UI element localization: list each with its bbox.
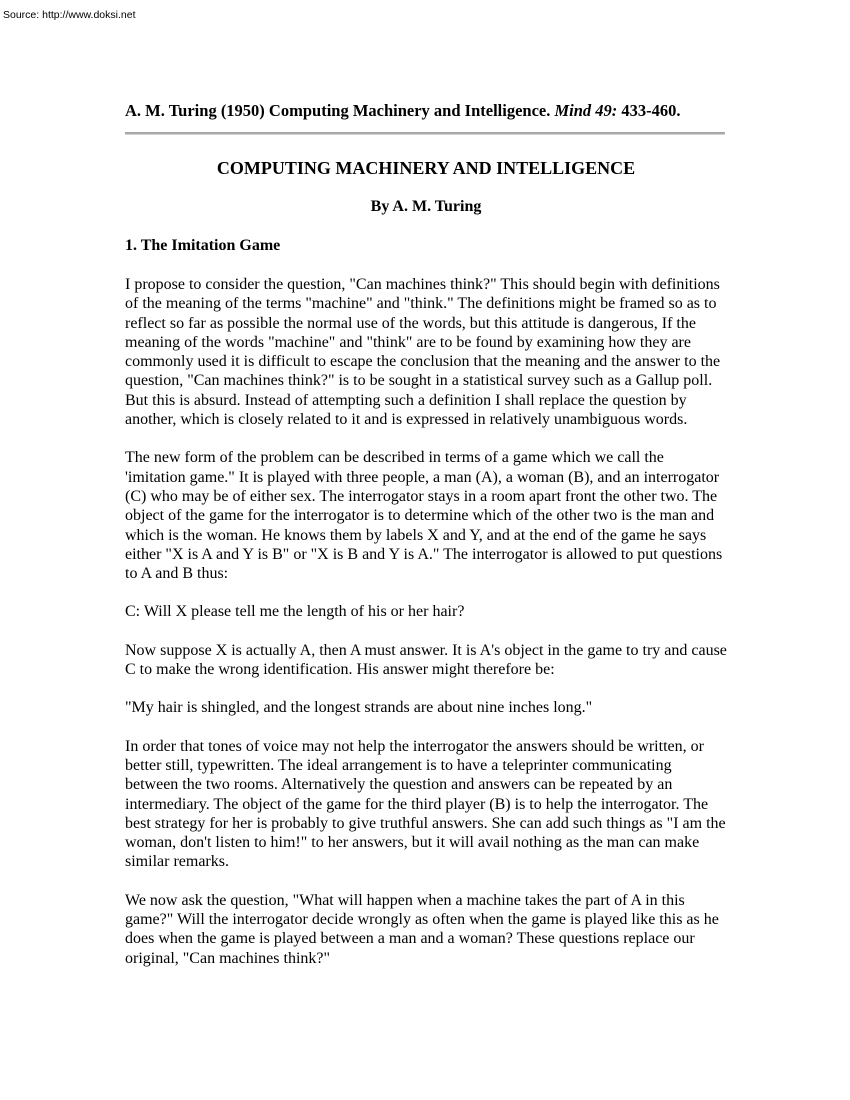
citation-line — [125, 101, 727, 120]
paragraph-4: Now suppose X is actually A, then A must answer. It is A's object in the game to try and cause C to make the wrong identification. His answer might therefore be: — [125, 641, 727, 679]
horizontal-rule — [125, 132, 725, 135]
paragraph-1: I propose to consider the question, "Can machines think?" This should begin with definitions of the meaning of the terms "machine" and "think." The definitions might be framed so as to reflect so far as possible the normal use of the words, but this attitude is dangerous, If the meaning of the words "machine" and "think" are to be found by examining how they are commonly used it is difficult to escape the conclusion that the meaning and the answer to the question, "Can machines think?" is to be sought in a statistical survey such as a Gallup poll. But this is absurd. Instead of attempting such a definition I shall replace the question by another, which is closely related to it and is expressed in relatively unambiguous words. — [125, 276, 721, 429]
citation-journal: Mind 49: — [554, 101, 618, 120]
citation-prefix: A. M. Turing (1950) Computing Machinery and Intelligence. — [125, 101, 551, 120]
section-heading: 1. The Imitation Game — [125, 237, 281, 254]
paragraph-7: We now ask the question, "What will happen when a machine takes the part of A in this game?" Will the interrogator decide wrongly as often when the game is played like this as he does when the game is played between a man and a woman? These questions replace our original, "Can machines think?" — [125, 891, 719, 967]
citation-pages: 433-460. — [621, 101, 681, 120]
paragraph-3: C: Will X please tell me the length of his or her hair? — [125, 603, 465, 621]
paragraph-2: The new form of the problem can be described in terms of a game which we call the 'imitation game." It is played with three people, a man (A), a woman (B), and an interrogator (C) who may be of either sex. The interrogator stays in a room apart front the other two. The object of the game for the interrogator is to determine which of the other two is the man and which is the woman. He knows them by labels X and Y, and at the end of the game he says either "X is A and Y is B" or "X is B and Y is A." The interrogator is allowed to put questions to A and B thus: — [125, 449, 723, 583]
document-page — [125, 101, 727, 968]
paragraph-5: "My hair is shingled, and the longest strands are about nine inches long." — [125, 699, 593, 717]
paragraph-6: In order that tones of voice may not help the interrogator the answers should be written, or better still, typewritten. The ideal arrangement is to have a teleprinter communicating between the two rooms. Alternatively the question and answers can be repeated by an intermediary. The object of the game for the third player (B) is to help the interrogator. The best strategy for her is probably to give truthful answers. She can add such things as "I am the woman, don't listen to him!" to her answers, but it will avail nothing as the man can make similar remarks. — [125, 737, 726, 871]
document-title: COMPUTING MACHINERY AND INTELLIGENCE — [216, 158, 636, 178]
author-byline: By A. M. Turing — [370, 198, 482, 215]
source-label: Source: http://www.doksi.net — [3, 9, 136, 21]
